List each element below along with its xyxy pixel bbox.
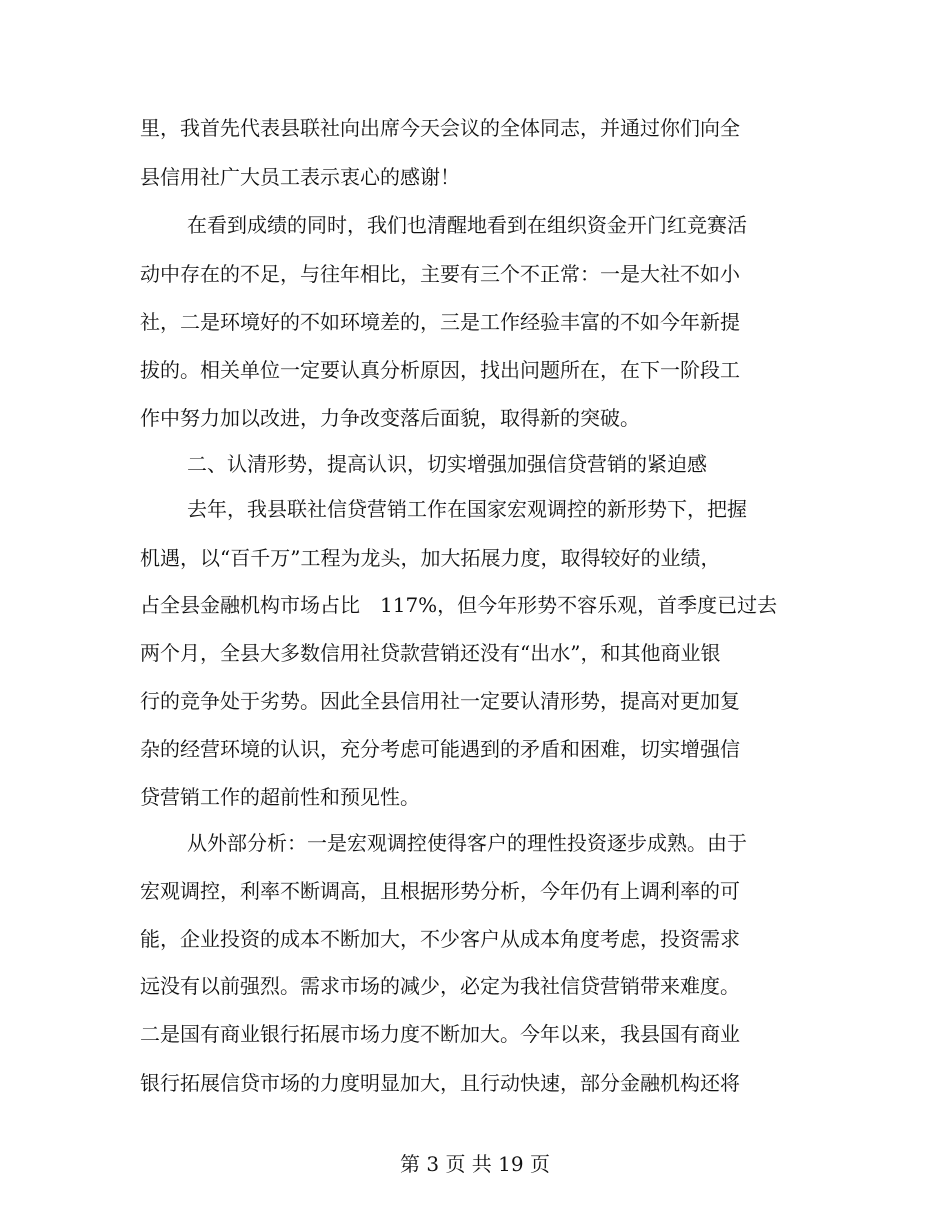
body-text-line: 宏观调控，利率不断调高，且根据形势分析，今年仍有上调利率的可 xyxy=(140,879,740,903)
body-text-line: 里，我首先代表县联社向出席今天会议的全体同志，并通过你们向全 xyxy=(140,116,740,140)
body-text-line: 社，二是环境好的不如环境差的，三是工作经验丰富的不如今年新提 xyxy=(140,310,740,334)
body-text-line: 行的竞争处于劣势。因此全县信用社一定要认清形势，提高对更加复 xyxy=(140,689,740,713)
body-text-line: 动中存在的不足，与往年相比，主要有三个不正常：一是大社不如小 xyxy=(140,262,740,286)
page-number-footer: 第 3 页 共 19 页 xyxy=(400,1152,550,1176)
body-text-line: 占全县金融机构市场占比 117%，但今年形势不容乐观，首季度已过去 xyxy=(140,593,778,617)
section-heading: 二、认清形势，提高认识，切实增强加强信贷营销的紧迫感 xyxy=(187,452,707,476)
paragraph-first-line: 去年，我县联社信贷营销工作在国家宏观调控的新形势下，把握 xyxy=(187,497,747,521)
body-text-line: 杂的经营环境的认识，充分考虑可能遇到的矛盾和困难，切实增强信 xyxy=(140,737,740,761)
body-text-line: 二是国有商业银行拓展市场力度不断加大。今年以来，我县国有商业 xyxy=(140,1022,740,1046)
body-text-line: 银行拓展信贷市场的力度明显加大，且行动快速，部分金融机构还将 xyxy=(140,1071,740,1095)
paragraph-first-line: 从外部分析：一是宏观调控使得客户的理性投资逐步成熟。由于 xyxy=(187,831,747,855)
paragraph-first-line: 在看到成绩的同时，我们也清醒地看到在组织资金开门红竞赛活 xyxy=(187,213,747,237)
body-text-line: 县信用社广大员工表示衷心的感谢！ xyxy=(140,165,460,189)
body-text-line: 两个月，全县大多数信用社贷款营销还没有“出水”，和其他商业银 xyxy=(140,641,721,665)
body-text-line: 远没有以前强烈。需求市场的减少，必定为我社信贷营销带来难度。 xyxy=(140,974,740,998)
body-text-line: 作中努力加以改进，力争改变落后面貌，取得新的突破。 xyxy=(140,406,640,430)
body-text-line: 拔的。相关单位一定要认真分析原因，找出问题所在，在下一阶段工 xyxy=(140,358,740,382)
body-text-line: 能，企业投资的成本不断加大，不少客户从成本角度考虑，投资需求 xyxy=(140,927,740,951)
body-text-line: 贷营销工作的超前性和预见性。 xyxy=(140,785,420,809)
body-text-line: 机遇，以“百千万”工程为龙头，加大拓展力度，取得较好的业绩， xyxy=(140,546,721,570)
